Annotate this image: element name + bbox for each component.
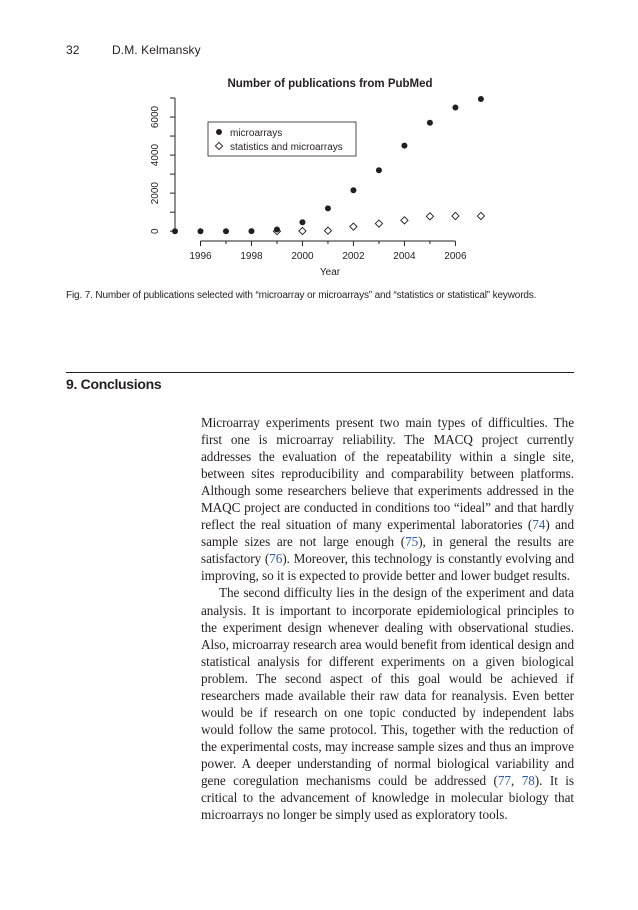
- x-tick-label: 2004: [393, 251, 416, 262]
- paragraph-1: [201, 414, 574, 584]
- point-statistics-and-microarrays: [477, 212, 484, 219]
- citation-link[interactable]: 78: [521, 772, 535, 788]
- legend-label-microarrays: microarrays: [230, 128, 283, 139]
- citation-link[interactable]: 74: [532, 517, 546, 533]
- chart-axes: [150, 98, 467, 262]
- citation-link[interactable]: 75: [405, 534, 419, 550]
- point-microarrays: [427, 120, 433, 126]
- paragraph-text: Microarray experiments present two main types of difficulties. The first one is microarray reliability. The MACQ project currently addresses the evaluation of the repeatability within a single site, between sites reproducibility and comparability between platforms. Although some researchers believe that experiments addressed in the MAQC project are conducted in conditions too “ideal” and that hardly reflect the real situation of many experimental laboratories (: [201, 415, 574, 533]
- paragraph-text: The second difficulty lies in the design of the experiment and data analysis. It is important to incorporate epidemiological principles to the experiment design whenever dealing with observational studies. Also, microarray research area would benefit from identical design and statistical analysis for different experiments on a given biological problem. The second aspect of this goal would be achieved if researchers made available their raw data for reanalysis. Even better would be if research on one topic conducted by independent labs would follow the same protocol. This, together with the reduction of the experimental costs, may increase sample sizes and thus an improve power. A deeper understanding of normal biological variability and gene coregulation mechanisms could be addressed (: [201, 585, 574, 788]
- point-microarrays: [223, 228, 229, 234]
- legend-label-statistics: statistics and microarrays: [230, 142, 343, 153]
- chart-legend: [208, 122, 356, 156]
- point-microarrays: [376, 167, 382, 173]
- point-microarrays: [478, 96, 484, 102]
- point-statistics-and-microarrays: [324, 227, 331, 234]
- page-number: 32: [66, 43, 80, 57]
- legend-marker-statistics: [215, 142, 222, 149]
- publications-chart: [0, 0, 638, 300]
- point-microarrays: [325, 205, 331, 211]
- body-text: [201, 414, 574, 823]
- chart-marks: [172, 96, 485, 235]
- y-tick-label: 2000: [150, 182, 161, 205]
- citation-link[interactable]: 76: [269, 551, 283, 567]
- paragraph-text: ) and sample sizes are not large enough (: [201, 517, 574, 550]
- point-statistics-and-microarrays: [299, 227, 306, 234]
- point-microarrays: [197, 228, 203, 234]
- x-tick-label: 1998: [240, 251, 263, 262]
- y-tick-label: 6000: [150, 105, 161, 129]
- point-microarrays: [248, 228, 254, 234]
- point-microarrays: [350, 187, 356, 193]
- point-microarrays: [452, 105, 458, 111]
- paragraph-text: ,: [510, 772, 522, 788]
- point-statistics-and-microarrays: [426, 213, 433, 220]
- figure-caption: Fig. 7. Number of publications selected with “microarray or microarrays” and “statistics or statistical” keywords.: [66, 290, 537, 301]
- paragraph-2: [201, 584, 574, 823]
- running-author: D.M. Kelmansky: [112, 43, 201, 57]
- x-tick-label: 2002: [342, 251, 365, 262]
- paragraph-text: ). Moreover, this technology is constantly evolving and improving, so it is expected to provide better and lower budget results.: [201, 551, 574, 584]
- x-tick-label: 1996: [189, 251, 212, 262]
- point-statistics-and-microarrays: [350, 223, 357, 230]
- y-tick-label: 0: [150, 228, 161, 234]
- x-axis-label: Year: [319, 267, 341, 278]
- citation-link[interactable]: 77: [497, 772, 511, 788]
- point-microarrays: [401, 143, 407, 149]
- paragraph-text: ). It is critical to the advancement of knowledge in molecular biology that microarrays no longer be simply used as exploratory tools.: [201, 772, 574, 823]
- legend-marker-microarrays: [216, 129, 222, 135]
- chart-title: Number of publications from PubMed: [227, 78, 433, 90]
- point-microarrays: [299, 219, 305, 225]
- section-heading: 9. Conclusions: [66, 376, 162, 392]
- y-tick-label: 4000: [150, 143, 161, 167]
- point-statistics-and-microarrays: [375, 220, 382, 227]
- section-divider: [66, 372, 574, 373]
- paragraph-text: ), in general the results are satisfactory (: [201, 534, 574, 567]
- point-statistics-and-microarrays: [401, 217, 408, 224]
- point-microarrays: [172, 228, 178, 234]
- x-tick-label: 2000: [291, 251, 314, 262]
- x-tick-label: 2006: [444, 251, 467, 262]
- point-statistics-and-microarrays: [452, 212, 459, 219]
